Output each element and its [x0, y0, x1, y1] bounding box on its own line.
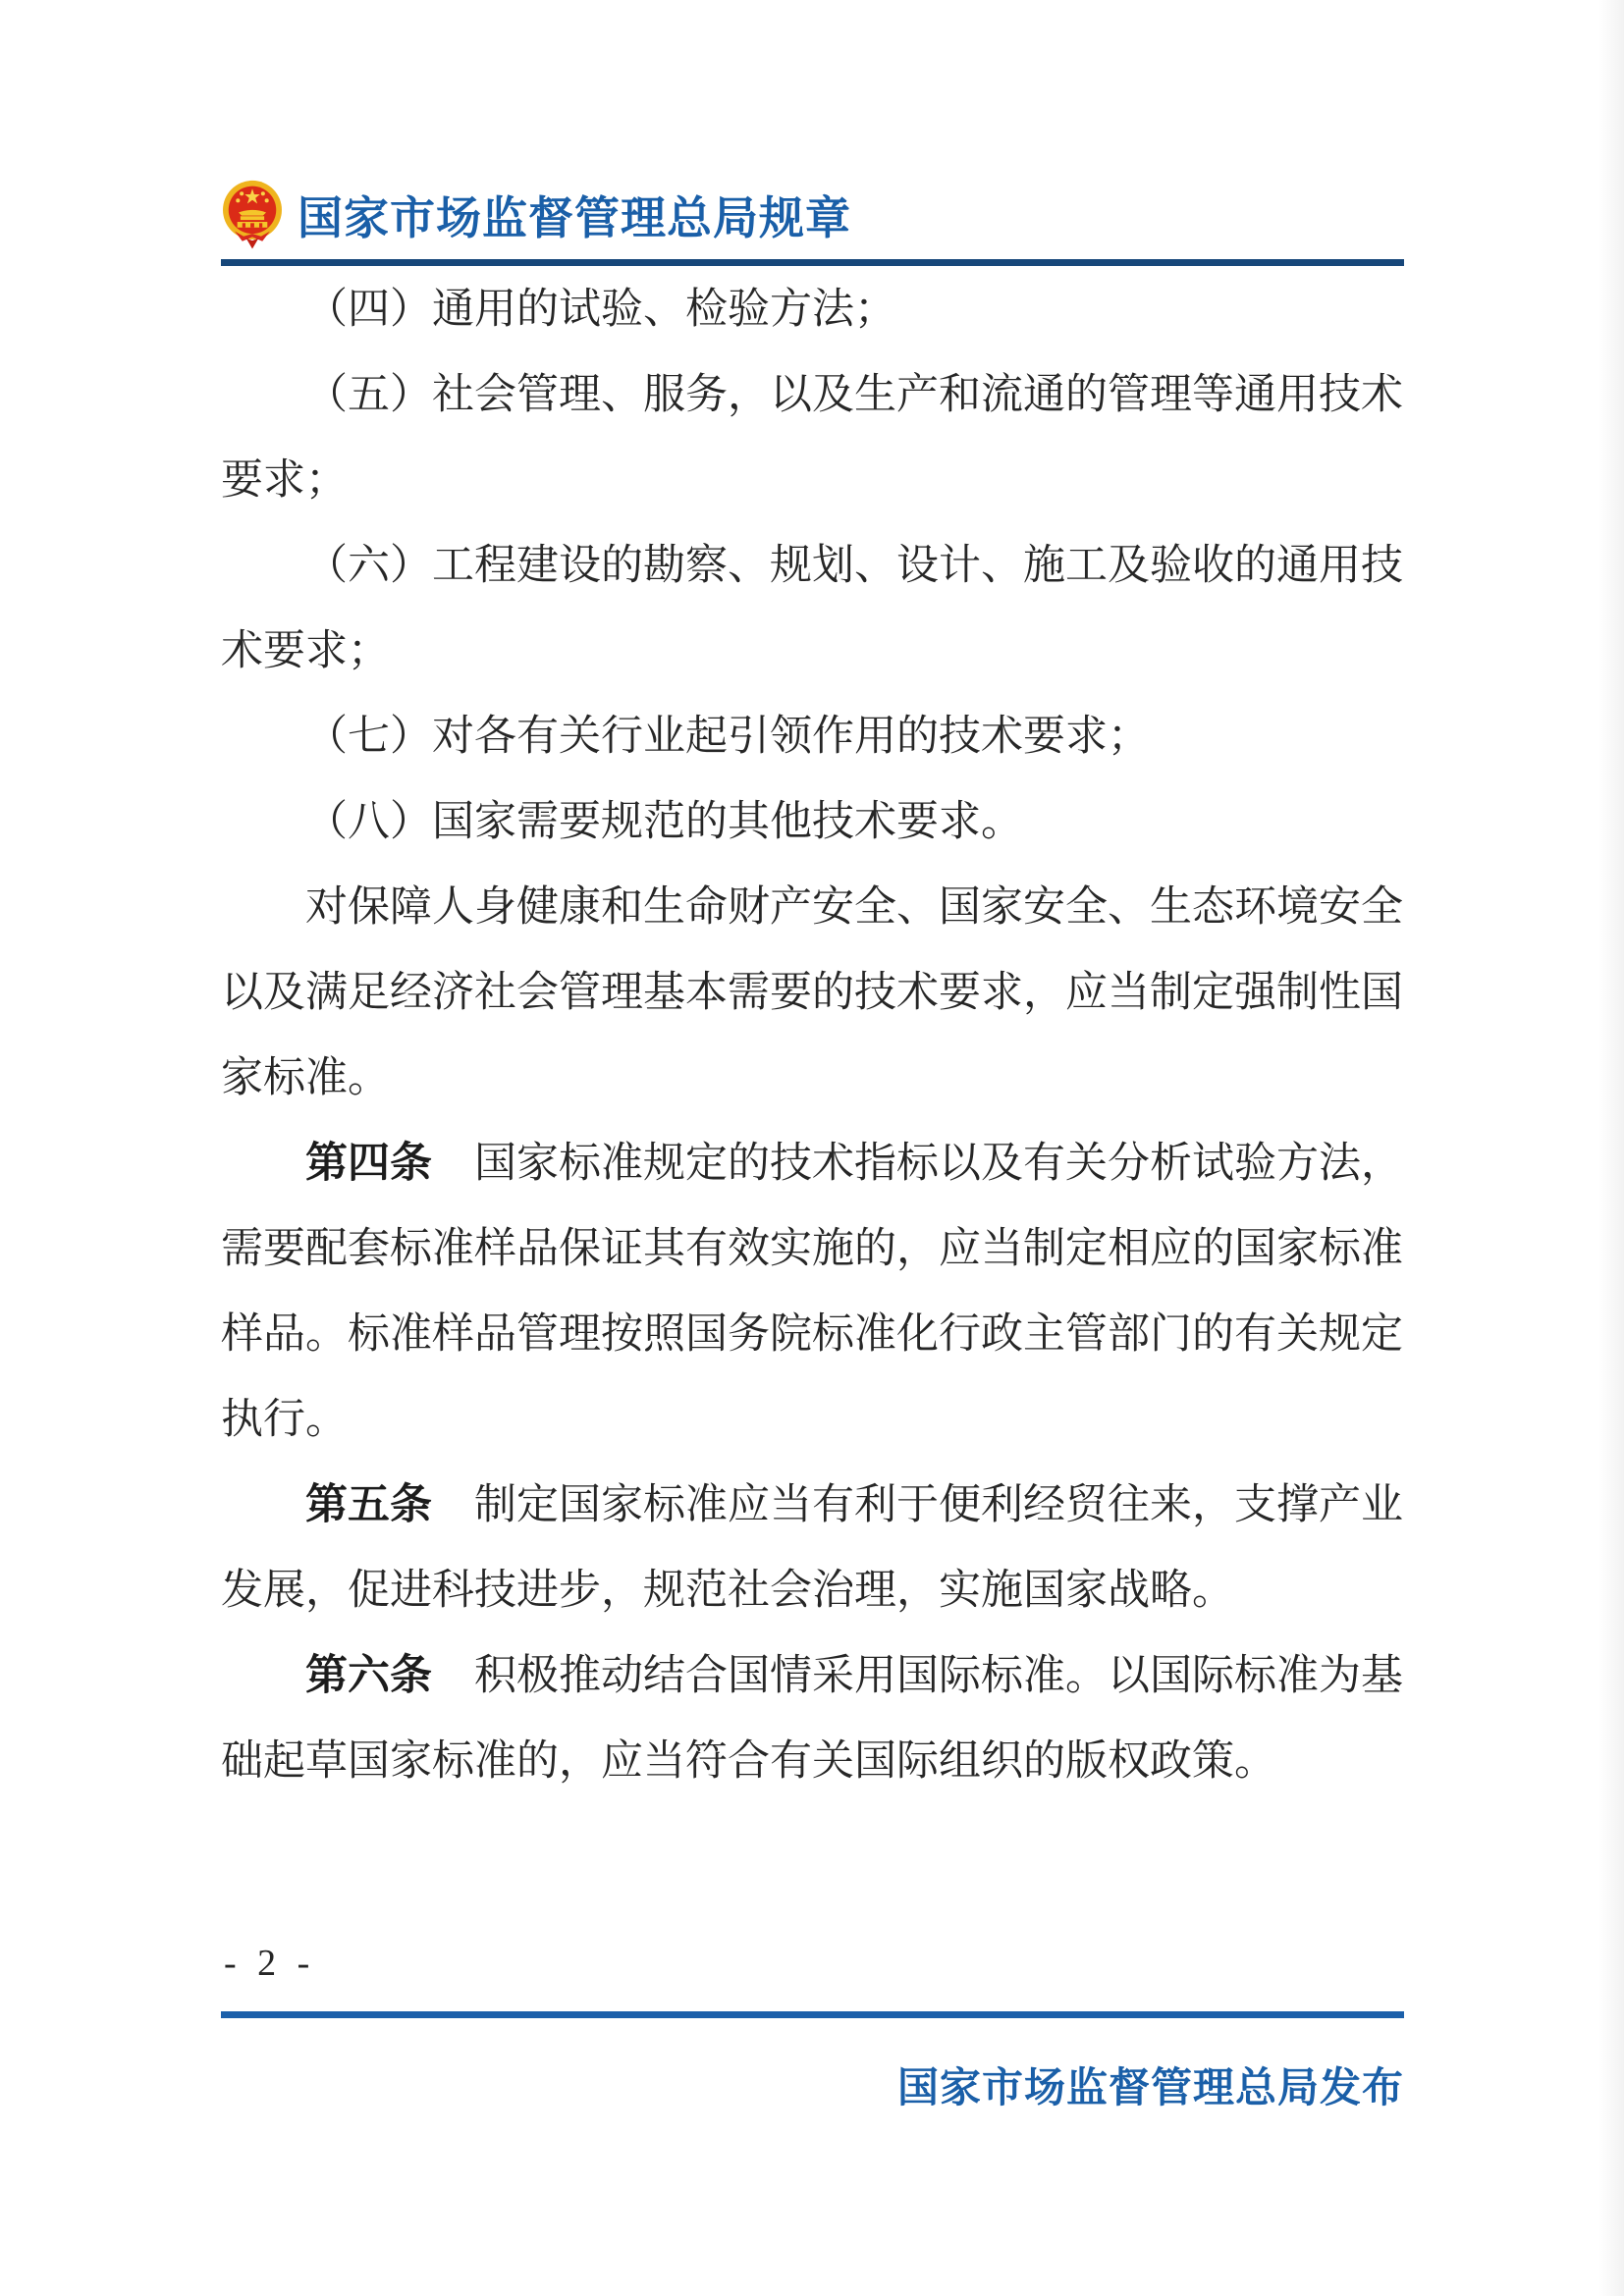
line-text: 以及满足经济社会管理基本需要的技术要求，应当制定强制性国 — [221, 970, 1403, 1016]
text-line — [221, 1206, 1404, 1292]
header-divider — [221, 259, 1404, 266]
line-text: 需要配套标准样品保证其有效实施的，应当制定相应的国家标准 — [221, 1226, 1403, 1272]
article-number: 第六条 — [305, 1652, 432, 1699]
page-header — [221, 177, 851, 253]
text-line — [221, 865, 1404, 950]
article-number: 第四条 — [305, 1140, 432, 1187]
line-text: 样品。标准样品管理按照国务院标准化行政主管部门的有关规定 — [221, 1311, 1403, 1358]
national-emblem-icon — [221, 179, 284, 251]
text-line — [221, 1377, 1404, 1463]
footer-divider — [221, 2011, 1404, 2018]
article-number: 第五条 — [305, 1481, 432, 1528]
scan-edge-shading — [1598, 0, 1624, 2296]
page-number: - 2 - — [224, 1943, 316, 1984]
text-line — [221, 1633, 1404, 1719]
publisher-line: 国家市场监督管理总局发布 — [896, 2064, 1404, 2110]
text-line — [221, 1036, 1404, 1121]
line-text: （四）通用的试验、检验方法； — [305, 287, 896, 333]
text-line — [221, 352, 1404, 438]
text-line — [221, 1121, 1404, 1206]
line-text: 制定国家标准应当有利于便利经贸往来，支撑产业 — [432, 1482, 1403, 1528]
line-text: （五）社会管理、服务，以及生产和流通的管理等通用技术 — [305, 372, 1403, 418]
line-text: 发展，促进科技进步，规范社会治理，实施国家战略。 — [221, 1568, 1234, 1614]
text-line — [221, 1463, 1404, 1548]
line-text: 要求； — [221, 457, 348, 504]
line-text: 础起草国家标准的，应当符合有关国际组织的版权政策。 — [221, 1738, 1276, 1785]
line-text: （七）对各有关行业起引领作用的技术要求； — [305, 714, 1150, 760]
text-line — [221, 267, 1404, 352]
line-text: （六）工程建设的勘察、规划、设计、施工及验收的通用技 — [305, 543, 1403, 589]
text-line — [221, 779, 1404, 865]
line-text: 家标准。 — [221, 1055, 390, 1101]
line-text: 国家标准规定的技术指标以及有关分析试验方法， — [432, 1141, 1403, 1187]
line-text: 对保障人身健康和生命财产安全、国家安全、生态环境安全 — [305, 884, 1403, 931]
line-text: 积极推动结合国情采用国际标准。以国际标准为基 — [432, 1653, 1403, 1699]
text-line — [221, 694, 1404, 779]
line-text: （八）国家需要规范的其他技术要求。 — [305, 799, 1023, 845]
text-line — [221, 438, 1404, 523]
text-line — [221, 1292, 1404, 1377]
line-text: 术要求； — [221, 628, 390, 674]
line-text: 执行。 — [221, 1397, 348, 1443]
text-line — [221, 609, 1404, 694]
header-title: 国家市场监督管理总局规章 — [298, 192, 851, 243]
text-line — [221, 950, 1404, 1036]
text-line — [221, 1719, 1404, 1804]
document-body — [221, 267, 1404, 1804]
text-line — [221, 1548, 1404, 1633]
text-line — [221, 523, 1404, 609]
